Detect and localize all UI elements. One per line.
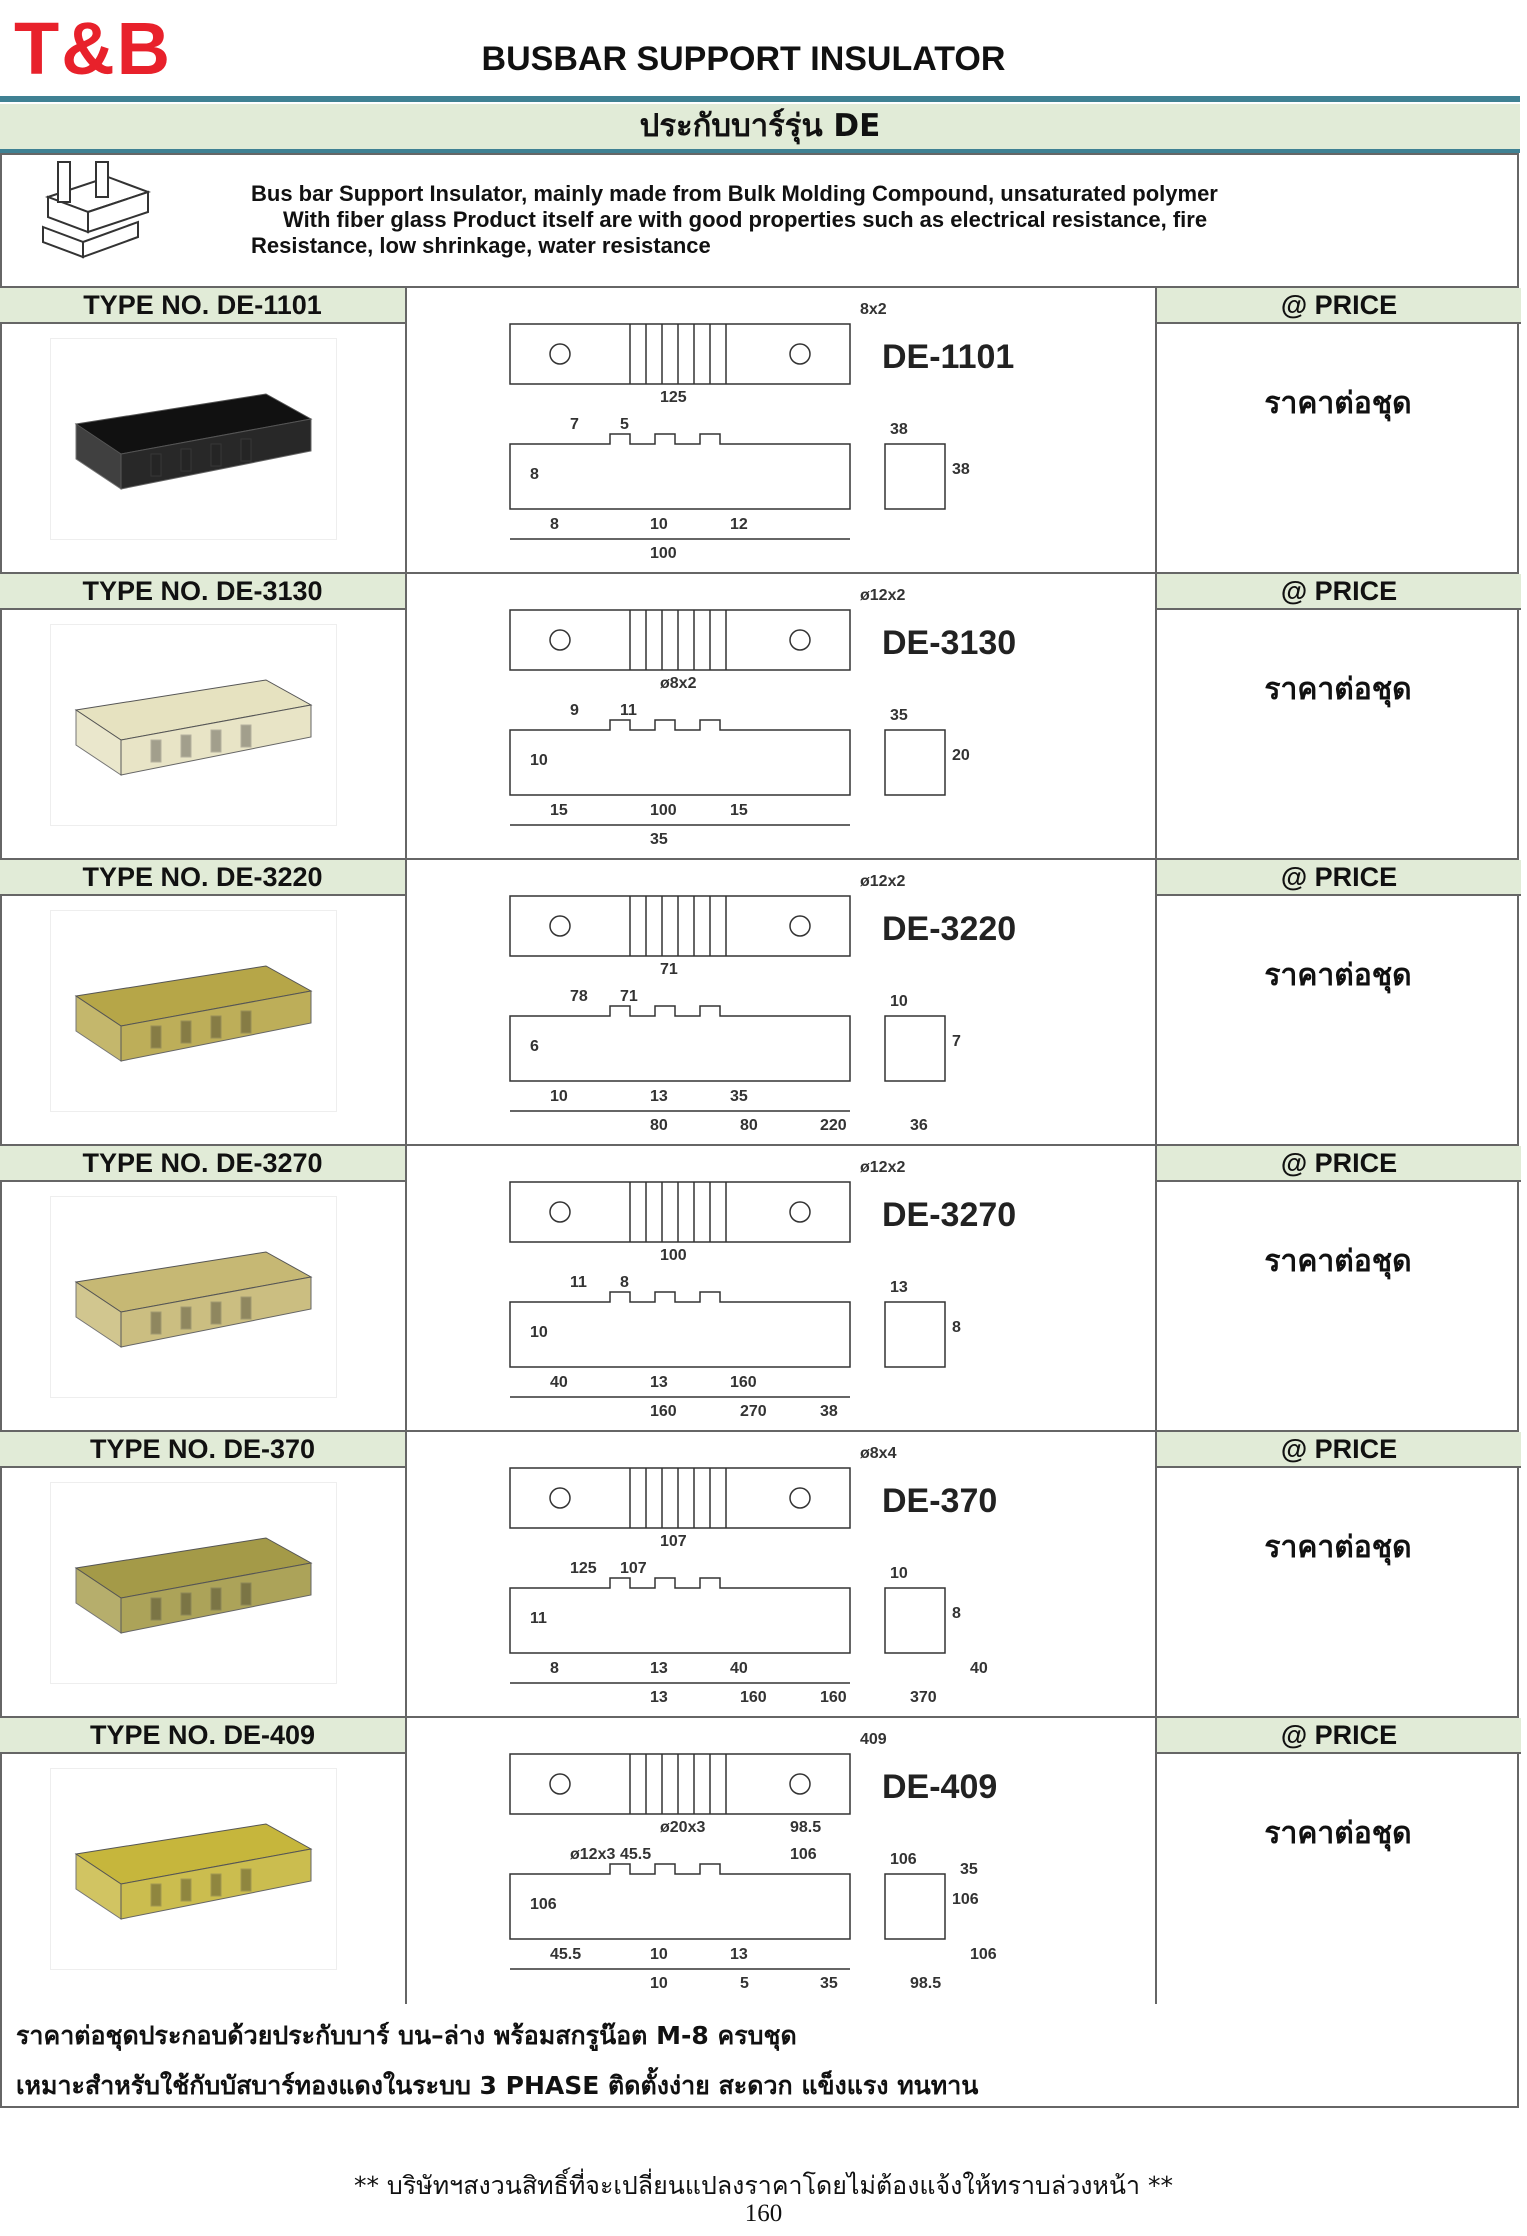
dimension-label: 12 <box>730 516 748 533</box>
dimension-label: 370 <box>910 1689 937 1706</box>
product-photo <box>50 1196 337 1398</box>
dimension-label: 10 <box>530 752 548 769</box>
dimension-label: 35 <box>820 1975 838 1992</box>
dimension-label: 98.5 <box>910 1975 942 1992</box>
dimension-label: 220 <box>820 1117 847 1134</box>
dimension-label: 409 <box>860 1731 887 1748</box>
model-label: DE-3220 <box>882 910 1017 948</box>
dimension-label: 40 <box>550 1374 568 1391</box>
dimension-label: 106 <box>970 1946 997 1963</box>
dimension-label: 38 <box>890 421 908 438</box>
dimension-label: 13 <box>650 1088 668 1105</box>
dimension-label: ø12x2 <box>860 587 906 604</box>
dimension-label: 100 <box>660 1247 687 1264</box>
price-per-set: ราคาต่อชุด <box>1264 672 1412 707</box>
model-label: DE-1101 <box>882 338 1015 376</box>
dimension-label: 11 <box>620 702 637 719</box>
dimension-label: 13 <box>650 1374 668 1391</box>
dimension-label: 8 <box>620 1274 629 1291</box>
column-divider <box>1155 860 1157 1146</box>
dimension-label: ø12x3 <box>570 1846 616 1863</box>
dimension-label: 8 <box>952 1319 961 1336</box>
dimension-label: 10 <box>890 1565 908 1582</box>
column-divider <box>1155 574 1157 860</box>
dimension-label: 40 <box>970 1660 988 1677</box>
dimension-label: 40 <box>730 1660 748 1677</box>
dimension-label: 106 <box>890 1851 917 1868</box>
price-disclaimer: ** บริษัทฯสงวนสิทธิ์ที่จะเปลี่ยนแปลงราคาโดยไม่ต้องแจ้งให้ทราบล่วงหน้า ** <box>353 2171 1173 2200</box>
dimension-drawing <box>490 1152 1060 1426</box>
dimension-label: 15 <box>550 802 568 819</box>
dimension-label: 8x2 <box>860 301 887 318</box>
dimension-label: 80 <box>740 1117 758 1134</box>
dimension-label: 125 <box>660 389 687 406</box>
dimension-label: ø12x2 <box>860 1159 906 1176</box>
column-divider <box>405 288 407 574</box>
note-line: ราคาต่อชุดประกอบด้วยประกับบาร์ บน–ล่าง พร้อมสกรูน๊อต M-8 ครบชุด <box>16 2021 797 2050</box>
dimension-label: 13 <box>650 1689 668 1706</box>
dimension-label: 13 <box>730 1946 748 1963</box>
model-label: DE-3130 <box>882 624 1017 662</box>
dimension-label: 13 <box>650 1660 668 1677</box>
product-row <box>0 1144 1519 1432</box>
dimension-label: 71 <box>620 988 638 1005</box>
column-divider <box>405 1432 407 1718</box>
product-description <box>251 181 1261 259</box>
column-divider <box>405 574 407 860</box>
type-number-header: TYPE NO. DE-370 <box>0 1432 407 1468</box>
dimension-label: 8 <box>530 466 539 483</box>
price-per-set: ราคาต่อชุด <box>1264 1530 1412 1565</box>
dimension-drawing <box>490 866 1060 1140</box>
column-divider <box>1155 288 1157 574</box>
dimension-label: 160 <box>820 1689 847 1706</box>
price-per-set: ราคาต่อชุด <box>1264 386 1412 421</box>
dimension-label: 5 <box>740 1975 749 1992</box>
package-notes <box>16 2011 978 2111</box>
price-per-set: ราคาต่อชุด <box>1264 1244 1412 1279</box>
dimension-label: 80 <box>650 1117 668 1134</box>
column-divider <box>1155 1146 1157 1432</box>
product-photo <box>50 1482 337 1684</box>
dimension-label: 35 <box>730 1088 748 1105</box>
type-number-header: TYPE NO. DE-3270 <box>0 1146 407 1182</box>
dimension-label: 107 <box>620 1560 647 1577</box>
dimension-label: 100 <box>650 802 677 819</box>
dimension-label: 8 <box>550 516 559 533</box>
dimension-label: 35 <box>960 1861 978 1878</box>
dimension-label: 71 <box>660 961 678 978</box>
column-divider <box>405 860 407 1146</box>
dimension-label: 5 <box>620 416 629 433</box>
price-header: @ PRICE <box>1155 288 1521 324</box>
dimension-label: 38 <box>820 1403 838 1420</box>
dimension-label: 270 <box>740 1403 767 1420</box>
dimension-label: 106 <box>530 1896 557 1913</box>
dimension-label: 78 <box>570 988 588 1005</box>
dimension-label: 107 <box>660 1533 687 1550</box>
dimension-label: 10 <box>650 1975 668 1992</box>
model-label: DE-409 <box>882 1768 998 1806</box>
dimension-label: ø8x4 <box>860 1445 897 1462</box>
column-divider <box>1155 1718 1157 2004</box>
dimension-label: 10 <box>650 516 668 533</box>
type-number-header: TYPE NO. DE-3130 <box>0 574 407 610</box>
price-header: @ PRICE <box>1155 1432 1521 1468</box>
dimension-label: 38 <box>952 461 970 478</box>
type-number-header: TYPE NO. DE-1101 <box>0 288 407 324</box>
dimension-label: 10 <box>530 1324 548 1341</box>
column-divider <box>405 1718 407 2004</box>
dimension-label: 98.5 <box>790 1819 822 1836</box>
dimension-label: 7 <box>570 416 579 433</box>
page-number: 160 <box>744 2200 783 2227</box>
product-photo <box>50 1768 337 1970</box>
price-per-set: ราคาต่อชุด <box>1264 1816 1412 1851</box>
dimension-label: 100 <box>650 545 677 562</box>
dimension-label: 125 <box>570 1560 597 1577</box>
model-label: DE-370 <box>882 1482 998 1520</box>
dimension-label: 45.5 <box>550 1946 582 1963</box>
dimension-label: 10 <box>550 1088 568 1105</box>
dimension-label: 36 <box>910 1117 928 1134</box>
description-line: With fiber glass Product itself are with good properties such as electrical resistance, fire <box>283 207 1208 232</box>
brand-logo: T&B <box>14 7 173 90</box>
product-row <box>0 858 1519 1146</box>
dimension-label: 35 <box>890 707 908 724</box>
dimension-label: 6 <box>530 1038 539 1055</box>
dimension-label: 20 <box>952 747 970 764</box>
dimension-label: 7 <box>952 1033 961 1050</box>
dimension-label: 106 <box>790 1846 817 1863</box>
dimension-label: 15 <box>730 802 748 819</box>
dimension-label: ø20x3 <box>660 1819 706 1836</box>
product-photo <box>50 338 337 540</box>
page-title: BUSBAR SUPPORT INSULATOR <box>481 40 1006 78</box>
dimension-label: 160 <box>650 1403 677 1420</box>
model-label: DE-3270 <box>882 1196 1017 1234</box>
product-photo <box>50 624 337 826</box>
price-header: @ PRICE <box>1155 1146 1521 1182</box>
dimension-label: 45.5 <box>620 1846 652 1863</box>
insulator-sketch-image <box>38 157 156 261</box>
price-header: @ PRICE <box>1155 1718 1521 1754</box>
dimension-label: 106 <box>952 1891 979 1908</box>
price-header: @ PRICE <box>1155 860 1521 896</box>
column-divider <box>405 1146 407 1432</box>
title-rule <box>0 96 1520 102</box>
note-line: เหมาะสำหรับใช้กับบัสบาร์ทองแดงในระบบ 3 PHASE ติดตั้งง่าย สะดวก แข็งแรง ทนทาน <box>16 2071 979 2100</box>
dimension-label: 11 <box>570 1274 587 1291</box>
product-row <box>0 286 1519 574</box>
dimension-label: 8 <box>952 1605 961 1622</box>
dimension-label: 35 <box>650 831 668 848</box>
series-subtitle: ประกับบาร์รุ่น DE <box>0 104 1520 153</box>
dimension-label: 10 <box>890 993 908 1010</box>
dimension-label: 11 <box>530 1610 547 1627</box>
description-line: Bus bar Support Insulator, mainly made from Bulk Molding Compound, unsaturated polymer <box>251 181 1218 206</box>
column-divider <box>1155 1432 1157 1718</box>
dimension-drawing <box>490 294 1060 568</box>
dimension-drawing <box>490 580 1060 854</box>
dimension-label: 160 <box>730 1374 757 1391</box>
product-photo <box>50 910 337 1112</box>
description-line: Resistance, low shrinkage, water resistance <box>251 233 711 258</box>
dimension-label: ø12x2 <box>860 873 906 890</box>
price-per-set: ราคาต่อชุด <box>1264 958 1412 993</box>
dimension-label: 10 <box>650 1946 668 1963</box>
dimension-label: 13 <box>890 1279 908 1296</box>
product-row <box>0 1430 1519 1718</box>
dimension-drawing <box>490 1438 1060 1712</box>
dimension-drawing <box>490 1724 1060 1998</box>
type-number-header: TYPE NO. DE-409 <box>0 1718 407 1754</box>
dimension-label: 160 <box>740 1689 767 1706</box>
product-row <box>0 1716 1519 2004</box>
type-number-header: TYPE NO. DE-3220 <box>0 860 407 896</box>
price-header: @ PRICE <box>1155 574 1521 610</box>
dimension-label: 8 <box>550 1660 559 1677</box>
dimension-label: ø8x2 <box>660 675 697 692</box>
dimension-label: 9 <box>570 702 579 719</box>
product-row <box>0 572 1519 860</box>
